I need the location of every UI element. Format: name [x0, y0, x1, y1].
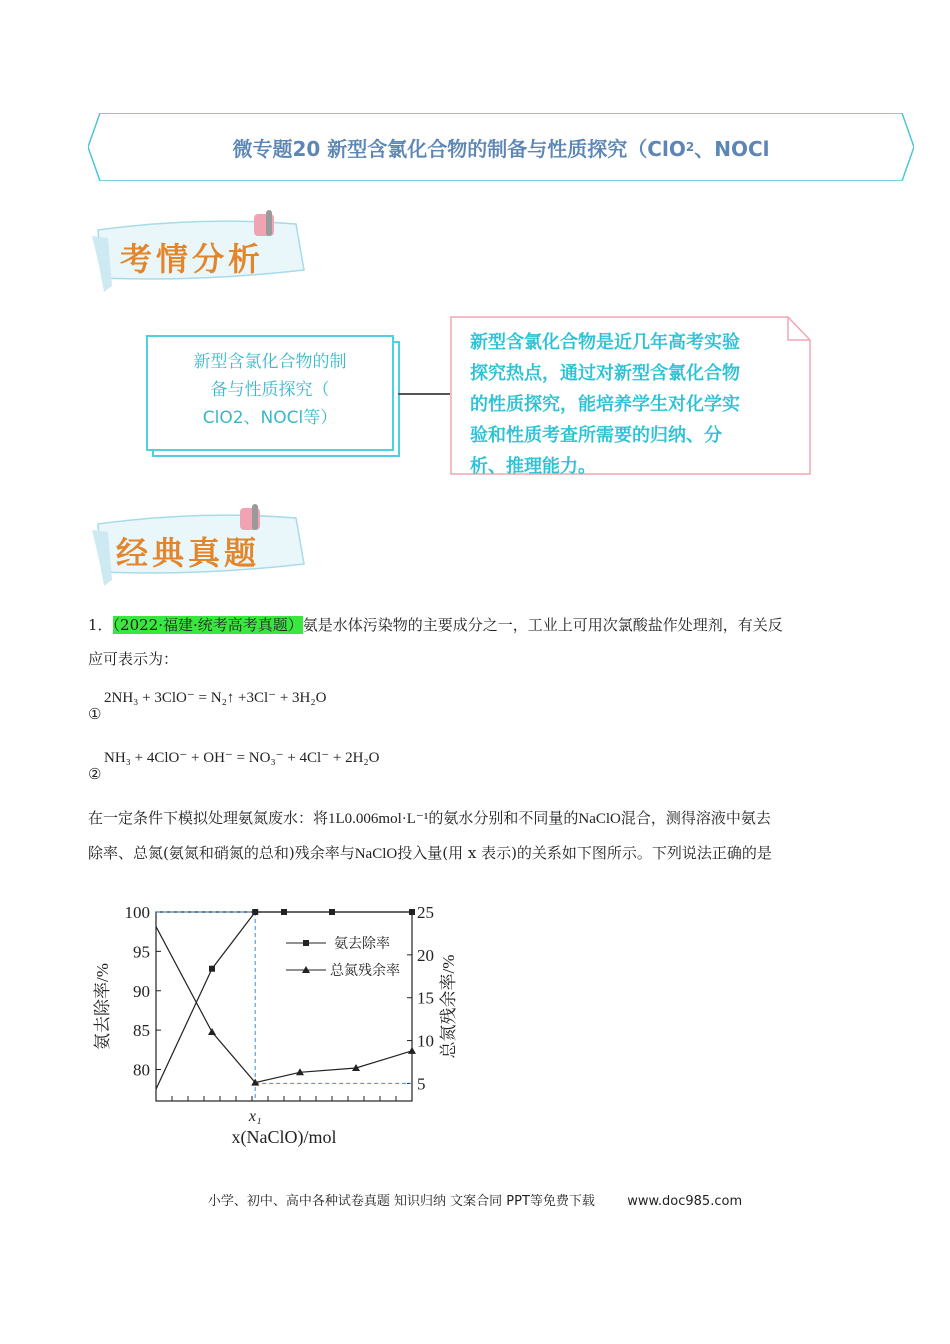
y-left-tick-label: 85: [133, 1021, 150, 1041]
question-stem-2: 应可表示为：: [88, 650, 179, 668]
y-right-tick-label: 10: [417, 1031, 434, 1051]
cond-2a: 除率、总氮(氨氮和硝氮的总和)残余率与: [88, 844, 355, 862]
description-text: [470, 327, 782, 482]
y-right-tick-label: 20: [417, 945, 434, 965]
equation-1-marker: ①: [88, 705, 102, 723]
question-condition: [88, 801, 888, 871]
chart-legend: [286, 935, 400, 979]
connector-line: [398, 393, 450, 395]
topic-line-1: 新型含氯化合物的制: [193, 352, 347, 372]
topic-line-3: ClO2、NOCl等）: [202, 408, 338, 428]
equation-1: 2NH₃ + 3ClO⁻ = N₂↑ +3Cl⁻ + 3H₂O: [104, 690, 327, 706]
series-point-triangle: [208, 1028, 216, 1035]
series-point-square: [252, 909, 258, 915]
y-left-tick-label: 90: [133, 981, 150, 1001]
topic-line-2: 备与性质探究（: [210, 380, 330, 400]
description-line-5: 析、推理能力。: [470, 456, 596, 477]
description-line-3: 的性质探究，能培养学生对化学实: [470, 394, 740, 415]
description-line-1: 新型含氯化合物是近几年高考实验: [470, 332, 740, 353]
y-right-axis-label: 总氮残余率/%: [439, 954, 458, 1059]
page-title: [88, 113, 914, 181]
question-source: （2022·福建·统考高考真题）: [112, 616, 303, 634]
y-left-axis-label: 氨去除率/%: [93, 963, 112, 1050]
footer-text: 小学、初中、高中各种试卷真题 知识归纳 文案合同 PPT等免费下载: [207, 1194, 595, 1209]
title-end: 、NOCl: [694, 136, 770, 161]
equation-2-marker: ②: [88, 765, 102, 783]
y-left-tick-label: 100: [124, 903, 150, 922]
series-point-square: [281, 909, 287, 915]
condition-line-1: [88, 801, 888, 836]
y-left-tick-label: 80: [133, 1060, 150, 1080]
topic-box-text: [150, 348, 390, 432]
cond-2c: 投入量(用 x 表示)的关系如下图所示。下列说法正确的是: [397, 844, 772, 862]
x-axis-label: x(NaClO)/mol: [231, 1127, 337, 1147]
cond-1a: 在一定条件下模拟处理氨氮废水：将: [88, 809, 329, 827]
ammonia-removal-chart: [90, 880, 470, 1150]
y-right-tick-label: 5: [417, 1074, 426, 1094]
description-line-4: 验和性质考查所需要的归纳、分: [470, 425, 722, 446]
title-subscript: 2: [685, 140, 695, 154]
question-stem: [88, 608, 868, 676]
series-point-square: [209, 966, 215, 972]
y-right-tick-label: 25: [417, 903, 434, 922]
cond-1c: 的氨水分别和不同量的: [428, 809, 579, 827]
cond-1d: NaClO: [578, 811, 621, 827]
legend-label-2: 总氮残余率: [330, 964, 400, 979]
footer-url: www.doc985.com: [627, 1194, 743, 1209]
question-stem-1: 氨是水体污染物的主要成分之一，工业上可用次氯酸盐作处理剂，有关反: [302, 616, 783, 634]
y-right-tick-label: 15: [417, 988, 434, 1008]
page-footer: [0, 1190, 950, 1209]
question-number: 1．: [88, 616, 113, 634]
series-point-triangle: [408, 1047, 416, 1054]
legend-label-1: 氨去除率: [334, 937, 390, 952]
analysis-section-label: 考情分析: [120, 240, 265, 278]
y-left-tick-label: 95: [133, 942, 150, 962]
question-line-1: [88, 608, 868, 642]
cond-2b: NaClO: [354, 846, 398, 862]
cond-1b: 1L0.006mol·L⁻¹: [328, 811, 429, 827]
condition-line-2: [88, 836, 888, 871]
series-point-square: [329, 909, 335, 915]
title-main: 微专题20 新型含氯化合物的制备与性质探究（ClO: [232, 136, 686, 161]
x1-label: x₁: [248, 1108, 262, 1125]
cond-1e: 混合，测得溶液中氨去: [620, 809, 771, 827]
series-point-square: [409, 909, 415, 915]
equation-2: NH₃ + 4ClO⁻ + OH⁻ = NO₃⁻ + 4Cl⁻ + 2H₂O: [104, 750, 380, 766]
legend-marker-square: [303, 940, 309, 946]
chart-axes: [125, 903, 435, 1101]
classic-section-label: 经典真题: [116, 534, 261, 572]
description-line-2: 探究热点，通过对新型含氯化合物: [470, 363, 740, 384]
